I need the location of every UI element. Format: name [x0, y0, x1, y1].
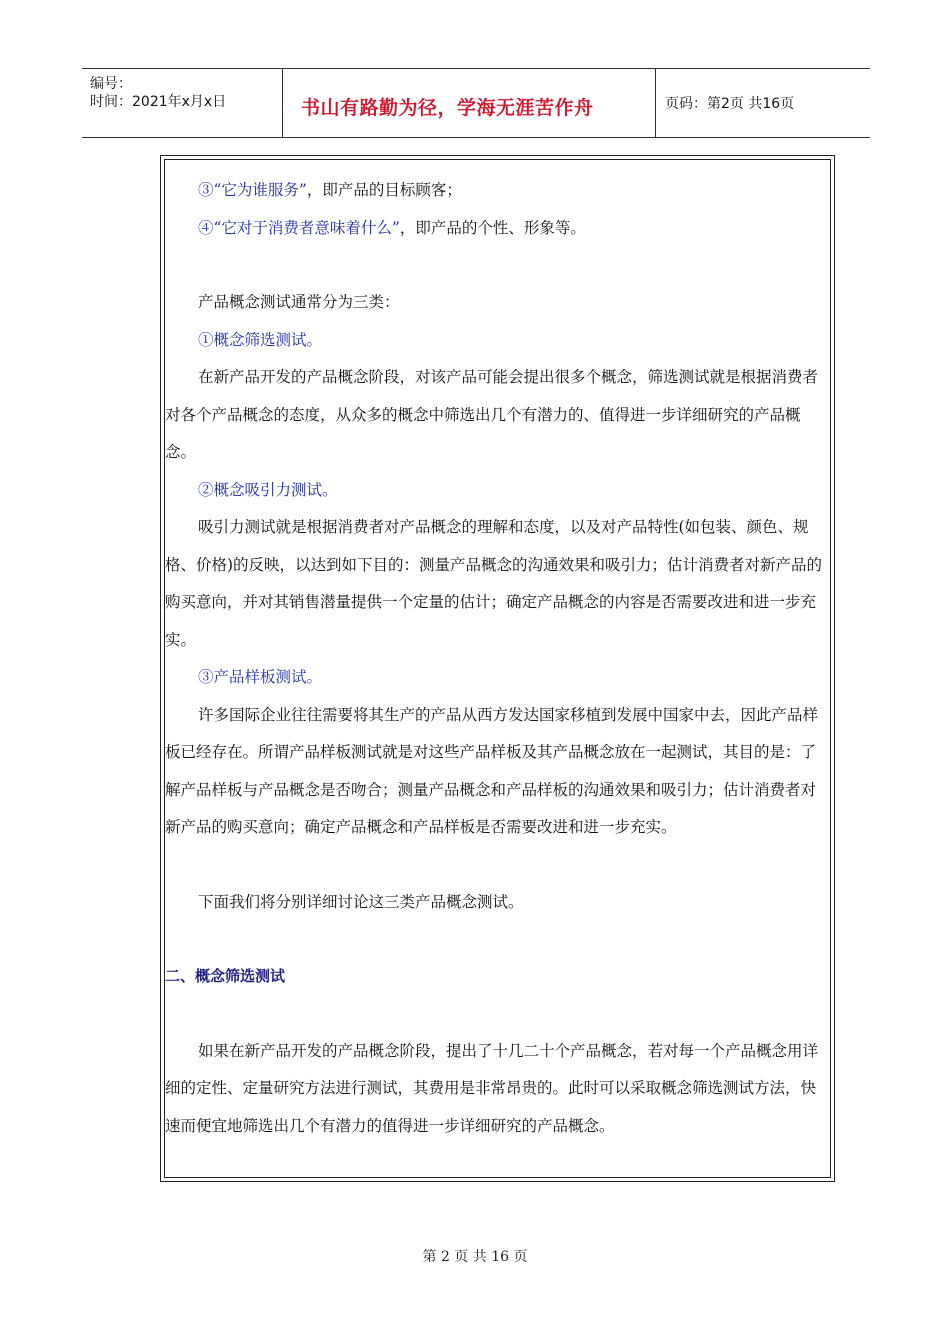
header-meta-cell — [82, 69, 283, 137]
header-slogan-cell — [283, 69, 656, 137]
list-item-4-term: ④“它对于消费者意味着什么” — [198, 218, 400, 237]
header-page-info: 页码：第2页 共16页 — [665, 96, 795, 112]
date-label: 时间：2021年x月x日 — [90, 94, 227, 110]
slogan: 书山有路勤为径，学海无涯苦作舟 — [301, 97, 594, 119]
intro-paragraph: 产品概念测试通常分为三类： — [198, 293, 400, 311]
list-item-3-text: ，即产品的目标顾客； — [306, 181, 462, 199]
header-page-cell — [656, 69, 870, 137]
transition-paragraph: 下面我们将分别详细讨论这三类产品概念测试。 — [198, 892, 524, 911]
spacer — [165, 247, 825, 284]
test-type-3-text: 许多国际企业往往需要将其生产的产品从西方发达国家移植到发展中国家中去，因此产品样板已经存在。所谓产品样板测试就是对这些产品样板及其产品概念放在一起测试，其目的是：了解产品样板与产品概念是否吻合；测量产品概念和产品样板的沟通效果和吸引力；估计消费者对新产品的购买意向；确定产品概念和产品样板是否需要改进和进一步充实。 — [165, 705, 819, 836]
test-type-2-title: ②概念吸引力测试。 — [198, 480, 338, 499]
document-body — [165, 172, 825, 1145]
test-type-3-title: ③产品样板测试。 — [198, 668, 323, 686]
list-item-4 — [165, 210, 825, 248]
number-label: 编号： — [90, 76, 132, 92]
list-item-3 — [165, 172, 825, 210]
test-type-1-text: 在新产品开发的产品概念阶段，对该产品可能会提出很多个概念，筛选测试就是根据消费者对各个产品概念的态度，从众多的概念中筛选出几个有潜力的、值得进一步详细研究的产品概念。 — [165, 368, 819, 461]
spacer — [165, 847, 825, 884]
spacer — [165, 921, 825, 958]
test-type-2-text: 吸引力测试就是根据消费者对产品概念的理解和态度，以及对产品特性(如包装、颜色、规格、价格)的反映，以达到如下目的：测量产品概念的沟通效果和吸引力；估计消费者对新产品的购买意向，并对其销售潜量提供一个定量的估计；确定产品概念的内容是否需要改进和进一步充实。 — [165, 518, 823, 649]
page-header — [82, 68, 870, 138]
list-item-3-term: ③“它为谁服务” — [198, 181, 307, 199]
test-type-1-title: ①概念筛选测试。 — [198, 330, 323, 349]
spacer — [165, 996, 825, 1033]
page-footer: 第 2 页 共 16 页 — [422, 1249, 528, 1265]
list-item-4-text: ，即产品的个性、形象等。 — [399, 218, 586, 237]
section-heading: 二、概念筛选测试 — [165, 967, 286, 985]
section-paragraph: 如果在新产品开发的产品概念阶段，提出了十几二十个产品概念，若对每一个产品概念用详细的定性、定量研究方法进行测试，其费用是非常昂贵的。此时可以采取概念筛选测试方法，快速而便宜地筛选出几个有潜力的值得进一步详细研究的产品概念。 — [165, 1041, 819, 1135]
